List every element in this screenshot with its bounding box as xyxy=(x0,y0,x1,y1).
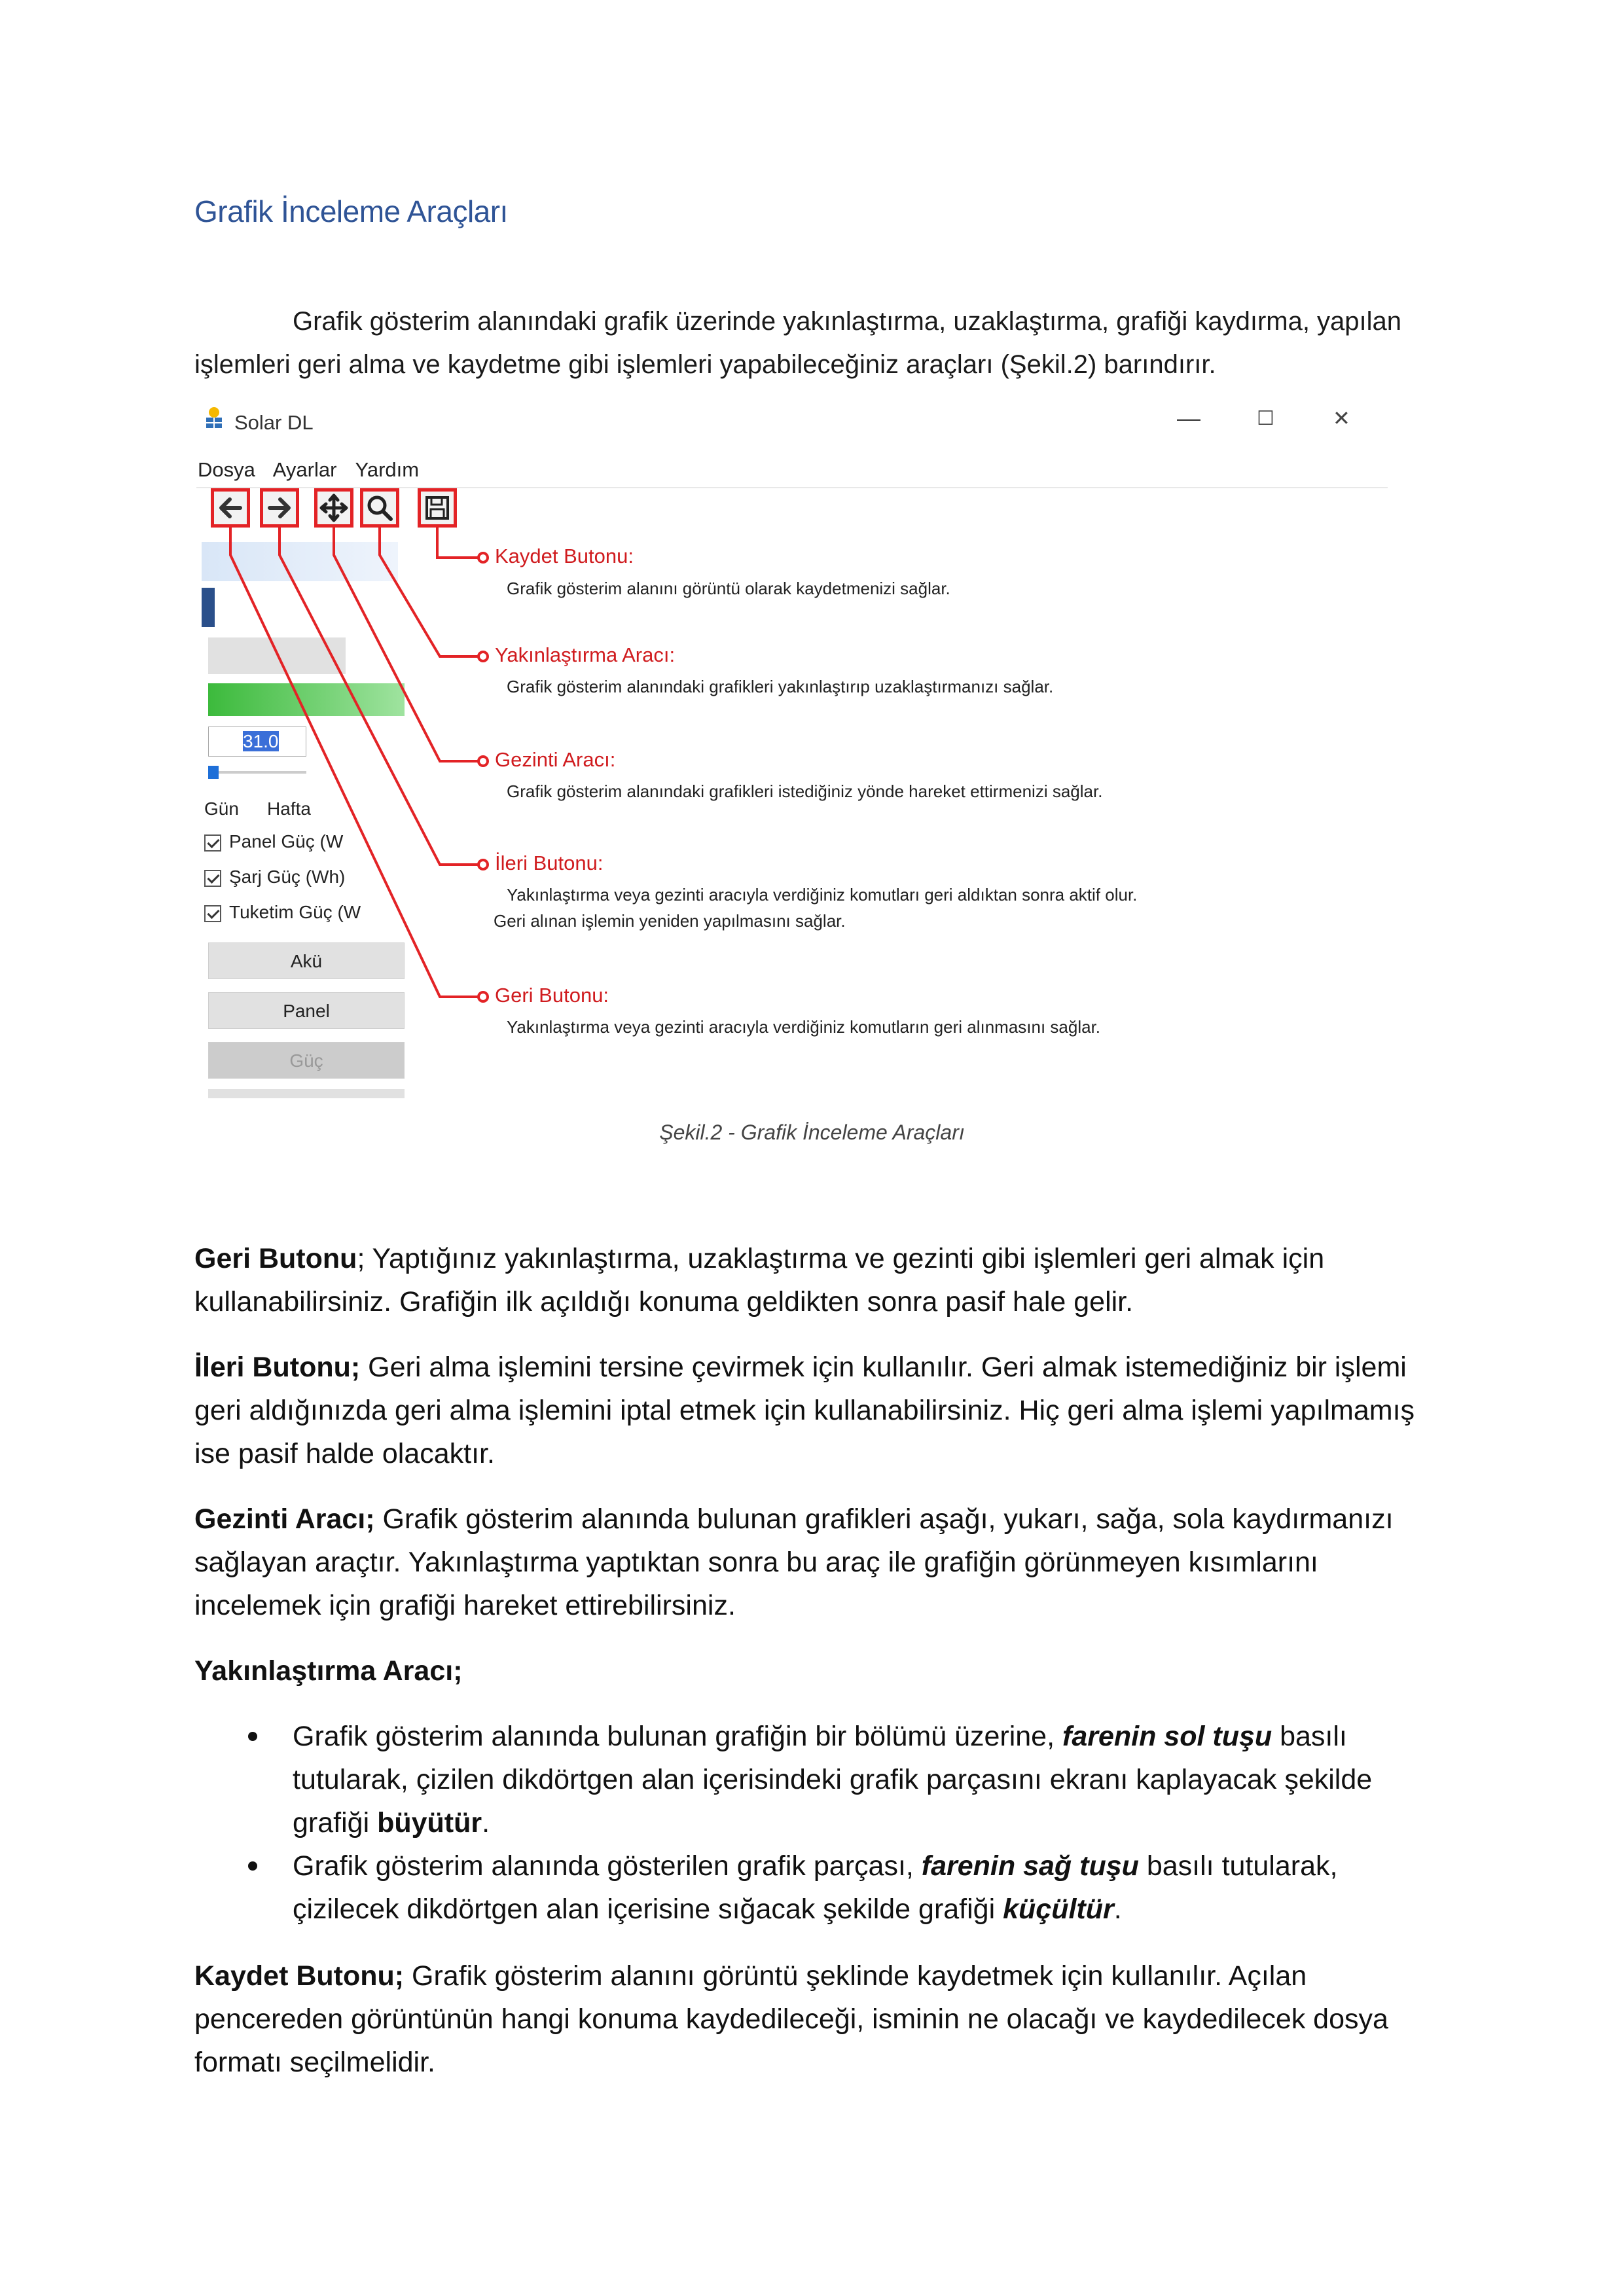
list-item: Grafik gösterim alanında bulunan grafiğin bir bölümü üzerine, farenin sol tuşu basılı tutularak, çizilen dikdörtgen alan içerisindeki grafik parçasını ekranı kaplayacak şekilde grafiği büyütür. xyxy=(194,1715,1438,1844)
label-gezinti: Gezinti Aracı; xyxy=(194,1503,375,1535)
label-ileri: İleri Butonu; xyxy=(194,1352,361,1383)
annotation-gezinti-title: Gezinti Aracı: xyxy=(495,748,616,771)
minimize-button[interactable]: — xyxy=(1177,404,1200,431)
callout-dot-geri xyxy=(478,992,488,1001)
callout-line-kaydet xyxy=(437,528,479,558)
close-button[interactable]: ✕ xyxy=(1333,406,1350,430)
label-yakinlastirma: Yakınlaştırma Aracı; xyxy=(194,1655,463,1687)
paragraph-gezinti: Gezinti Aracı; Grafik gösterim alanında bulunan grafikleri aşağı, yukarı, sağa, sola kaydırmanızı sağlayan araçtır. Yakınlaştırma yaptıktan sonra bu araç ile grafiğin görünmeyen kısımlarını incelemek için grafiği hareket ettirebilirsiniz. xyxy=(194,1503,1394,1621)
intro-paragraph xyxy=(194,300,1438,386)
annotation-yakinlastirma-desc: Grafik gösterim alanındaki grafikleri yakınlaştırıp uzaklaştırmanızı sağlar. xyxy=(507,677,1054,696)
annotation-geri-desc: Yakınlaştırma veya gezinti aracıyla verdiğiniz komutların geri alınmasını sağlar. xyxy=(507,1017,1101,1037)
annotation-geri-title: Geri Butonu: xyxy=(495,984,609,1007)
menu-yardim[interactable]: Yardım xyxy=(355,458,420,481)
menu-dosya[interactable]: Dosya xyxy=(198,458,255,481)
list-item: Grafik gösterim alanında gösterilen grafik parçası, farenin sağ tuşu basılı tutularak, çizilecek dikdörtgen alan içerisine sığacak şekilde grafiği küçültür. xyxy=(194,1844,1438,1931)
app-title: Solar DL xyxy=(234,411,314,434)
callout-line-ileri xyxy=(280,528,479,865)
date-field[interactable]: 31.0 xyxy=(208,726,306,757)
callout-line-gezinti xyxy=(334,528,479,761)
panel-button[interactable]: Panel xyxy=(208,992,405,1029)
label-kaydet: Kaydet Butonu; xyxy=(194,1960,405,1992)
menu-ayarlar[interactable]: Ayarlar xyxy=(272,458,337,481)
check-tuketim-guc[interactable]: Tuketim Güç (W xyxy=(204,902,361,923)
guc-button[interactable]: Güç xyxy=(208,1042,405,1079)
intro-text: Grafik gösterim alanındaki grafik üzerinde yakınlaştırma, uzaklaştırma, grafiği kaydırma, yapılan işlemleri geri alma ve kaydetme gibi işlemleri yapabileceğiniz araçları (Şekil.2) barındırır. xyxy=(194,307,1402,379)
annotation-ileri-desc2: Geri alınan işlemin yeniden yapılmasını sağlar. xyxy=(494,911,846,931)
page-heading: Grafik İnceleme Araçları xyxy=(194,194,508,228)
aku-button[interactable]: Akü xyxy=(208,942,405,979)
annotation-ileri-title: İleri Butonu: xyxy=(495,852,604,874)
range-label-gun: Gün xyxy=(204,798,239,819)
annotation-ileri-desc: Yakınlaştırma veya gezinti aracıyla verdiğiniz komutları geri aldıktan sonra aktif olur. xyxy=(507,885,1138,905)
paragraph-yakinlastirma xyxy=(194,1649,1438,1693)
paragraph-ileri: İleri Butonu; Geri alma işlemini tersine çevirmek için kullanılır. Geri almak istemediğiniz bir işlemi geri aldığınızda geri alma işlemini iptal etmek için kullanabilirsiniz. Hiç geri alma işlemi yapılmamış ise pasif halde olacaktır. xyxy=(194,1352,1415,1469)
figure-caption: Şekil.2 - Grafik İnceleme Araçları xyxy=(659,1121,965,1144)
annotation-yakinlastirma-title: Yakınlaştırma Aracı: xyxy=(495,643,676,666)
label-geri: Geri Butonu xyxy=(194,1243,357,1274)
callout-dot-yakinlastirma xyxy=(478,652,488,661)
callout-line-yakinlastirma xyxy=(380,528,479,656)
bullet-dot-icon xyxy=(248,1732,257,1741)
paragraph-kaydet: Kaydet Butonu; Grafik gösterim alanını görüntü şeklinde kaydetmek için kullanılır. Açılan pencereden görüntünün hangi konuma kaydedileceği, isminin ne olacağı ve kaydedilecek dosya formatı seçilmelidir. xyxy=(194,1960,1388,2078)
callout-dot-gezinti xyxy=(478,757,488,766)
bullet-list xyxy=(194,1715,1438,1931)
range-label-hafta: Hafta xyxy=(267,798,311,819)
paragraph-geri: Geri Butonu; Yaptığınız yakınlaştırma, uzaklaştırma ve gezinti gibi işlemleri geri almak için kullanabilirsiniz. Grafiğin ilk açıldığı konuma geldikten sonra pasif hale gelir. xyxy=(194,1243,1325,1318)
check-panel-guc[interactable]: Panel Güç (W xyxy=(204,831,343,852)
annotation-kaydet-desc: Grafik gösterim alanını görüntü olarak kaydetmenizi sağlar. xyxy=(507,579,950,598)
bullet-dot-icon xyxy=(248,1861,257,1871)
callout-dot-ileri xyxy=(478,860,488,869)
callout-lines xyxy=(196,398,1394,1098)
callout-dot-kaydet xyxy=(478,553,488,562)
check-sarj-guc[interactable]: Şarj Güç (Wh) xyxy=(204,867,345,888)
maximize-button[interactable]: ☐ xyxy=(1257,408,1274,429)
annotation-gezinti-desc: Grafik gösterim alanındaki grafikleri istediğiniz yönde hareket ettirmenizi sağlar. xyxy=(507,781,1103,801)
figure-screenshot xyxy=(196,398,1394,1098)
annotation-kaydet-title: Kaydet Butonu: xyxy=(495,545,634,567)
